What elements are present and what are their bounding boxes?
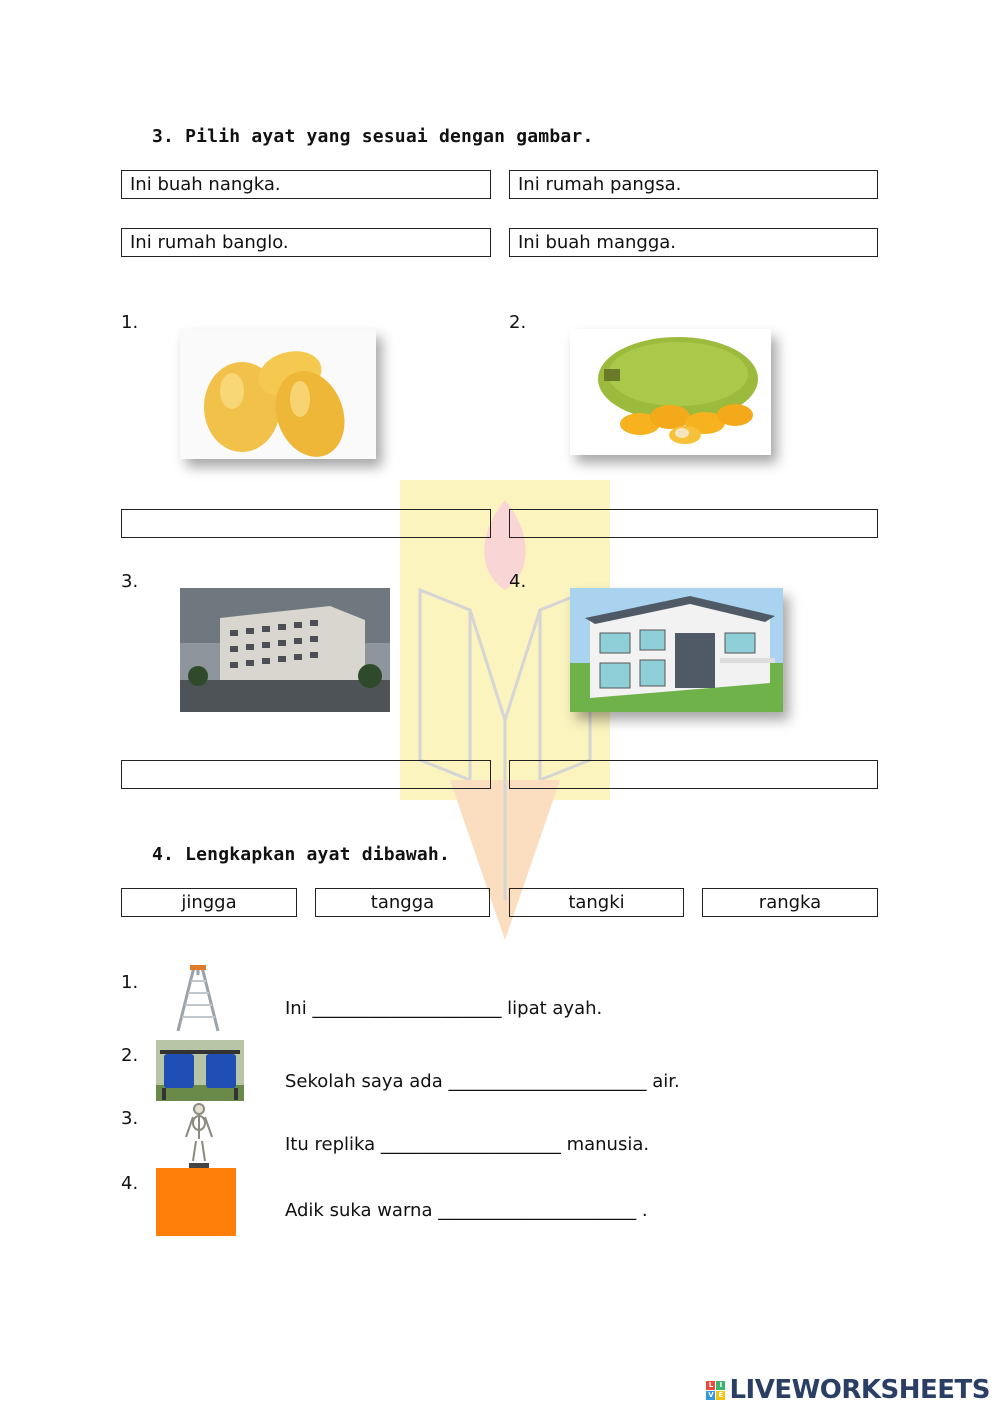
section-4-heading: 4. Lengkapkan ayat dibawah.: [152, 844, 450, 865]
sentence: Adik suka warna ______________________ .: [285, 1200, 648, 1221]
sentence: Itu replika ____________________ manusia.: [285, 1134, 650, 1155]
option-box[interactable]: Ini rumah pangsa.: [509, 170, 878, 199]
brand-name: LIVEWORKSHEETS: [729, 1375, 990, 1405]
liveworksheets-logo: [706, 1375, 990, 1405]
skeleton-image: [183, 1103, 215, 1169]
option-box[interactable]: Ini buah mangga.: [509, 228, 878, 257]
word-choice[interactable]: tangki: [509, 888, 684, 917]
jackfruit-image: [570, 329, 771, 455]
item-number: 2.: [509, 312, 527, 333]
word-choice[interactable]: jingga: [121, 888, 297, 917]
answer-field[interactable]: [121, 760, 491, 789]
option-box[interactable]: Ini rumah banglo.: [121, 228, 491, 257]
ladder-image: [172, 965, 222, 1033]
item-number: 4.: [509, 571, 527, 592]
item-number: 3.: [121, 571, 139, 592]
item-number: 4.: [121, 1173, 139, 1194]
bungalow-image: [570, 588, 783, 712]
water-tank-image: [156, 1040, 244, 1101]
word-choice[interactable]: rangka: [702, 888, 878, 917]
answer-field[interactable]: [509, 509, 878, 538]
section-3-heading: 3. Pilih ayat yang sesuai dengan gambar.: [152, 126, 594, 147]
mango-image: [180, 329, 376, 459]
option-box[interactable]: Ini buah nangka.: [121, 170, 491, 199]
word-choice[interactable]: tangga: [315, 888, 490, 917]
item-number: 3.: [121, 1108, 139, 1129]
orange-color-swatch: [156, 1168, 236, 1236]
item-number: 2.: [121, 1045, 139, 1066]
sentence: Sekolah saya ada ______________________ air.: [285, 1071, 680, 1092]
brand-logo-icon: L I V E: [706, 1381, 725, 1400]
item-number: 1.: [121, 312, 139, 333]
apartment-image: [180, 588, 390, 712]
answer-field[interactable]: [509, 760, 878, 789]
item-number: 1.: [121, 972, 139, 993]
answer-field[interactable]: [121, 509, 491, 538]
sentence: Ini _____________________ lipat ayah.: [285, 998, 603, 1019]
